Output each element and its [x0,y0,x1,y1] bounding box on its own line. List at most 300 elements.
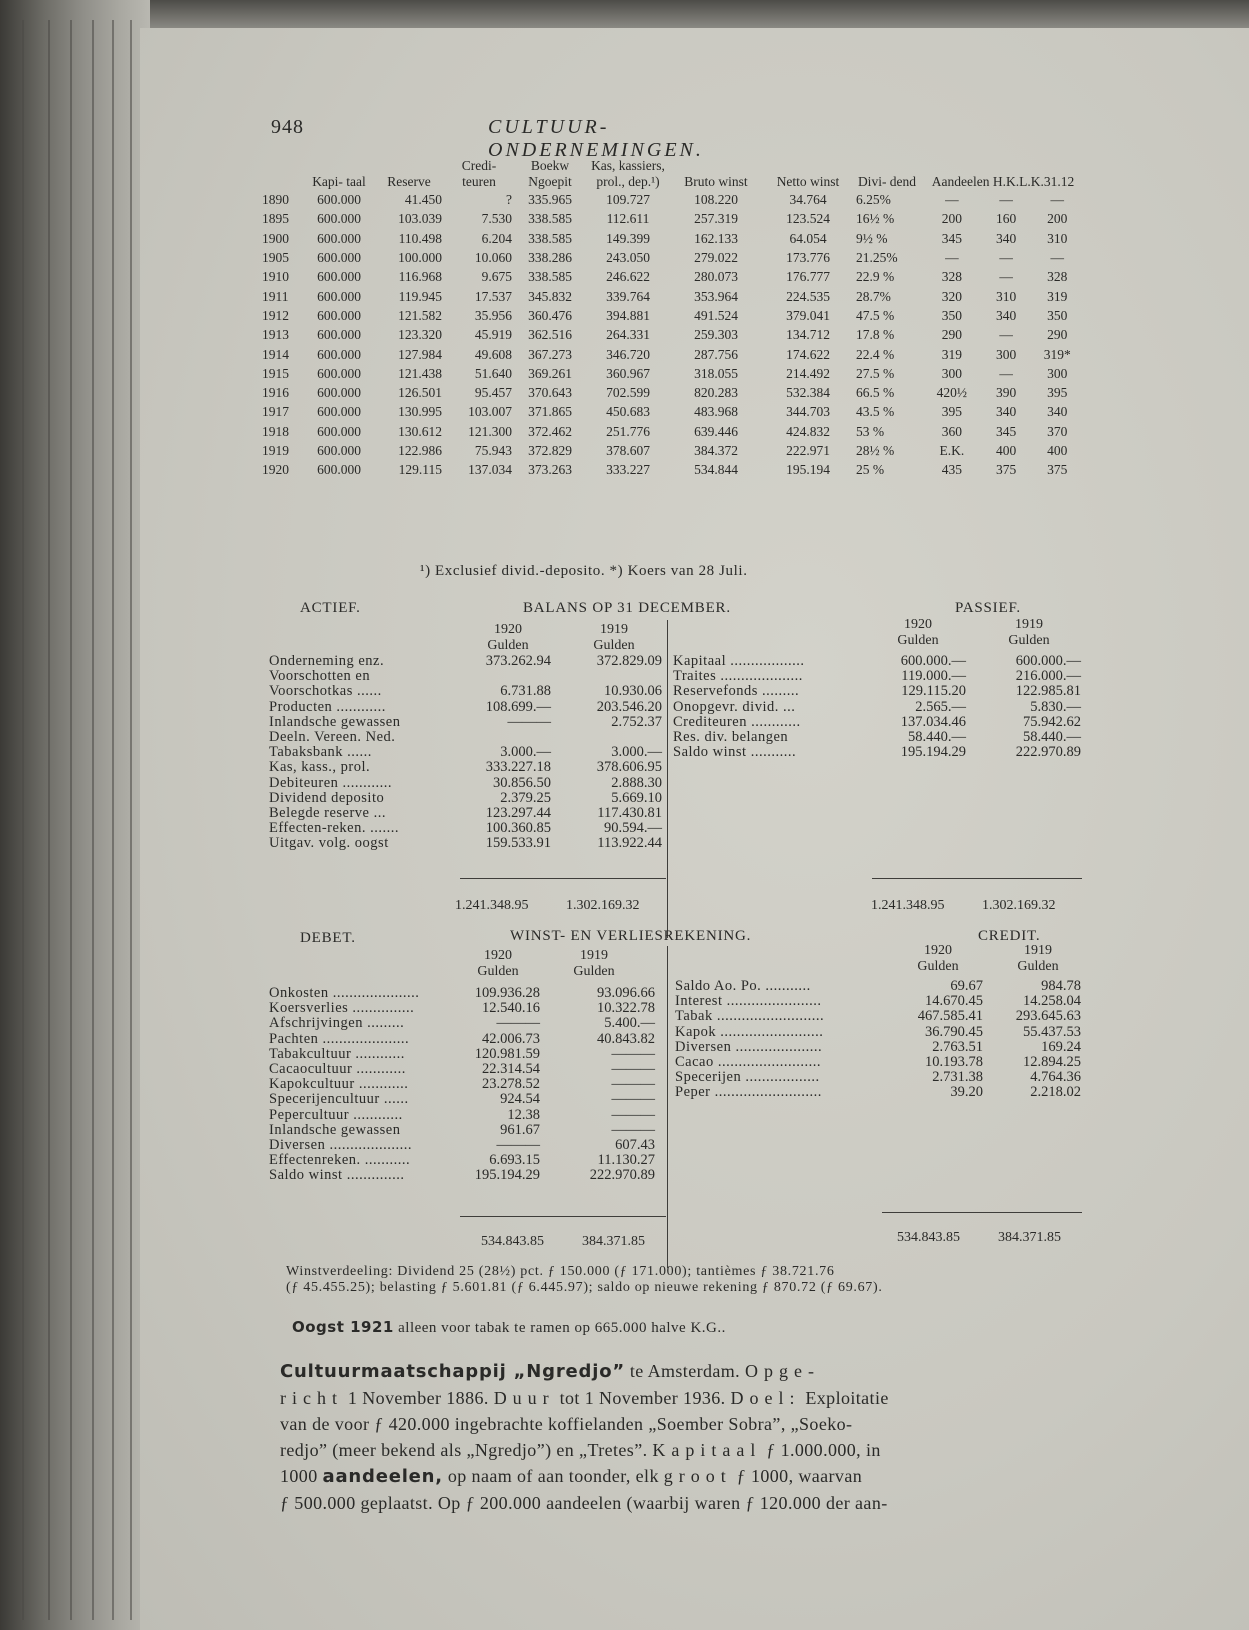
list-item [673,745,1083,760]
table-cell: 100.000 [398,250,442,266]
actief-list [269,654,664,851]
table-cell: 103.007 [468,404,512,420]
table-cell: 310 [995,288,1017,304]
item-value-1920: 137.034.46 [900,713,966,730]
table-cell: 43.5 % [856,404,895,420]
item-value-1920: 10.193.78 [925,1053,983,1070]
table-cell: 367.273 [528,346,572,362]
table-cell: 639.446 [694,423,738,439]
table-cell: 338.585 [528,211,572,227]
list-item [269,1108,664,1123]
unit-label: Gulden [917,959,959,974]
company-entry [280,1358,1100,1516]
table-cell: 116.968 [398,269,442,285]
table-cell: 95.457 [474,385,512,401]
table-cell: 328 [941,269,962,285]
list-item [269,1077,664,1092]
item-value-1920: ——— [507,713,551,730]
table-cell: 600.000 [317,192,361,208]
table-cell: ? [506,192,512,208]
table-cell: 214.492 [786,365,830,381]
item-value-1919: 5.830.— [1030,698,1081,715]
item-value-1919: 222.970.89 [1015,744,1081,761]
item-value-1920: 2.379.25 [500,789,551,806]
table-row [260,248,1086,267]
item-value-1919: ——— [611,1121,655,1138]
item-value-1920: 6.693.15 [489,1152,540,1169]
item-label: Saldo Ao. Po. ........... [675,978,811,994]
list-item [269,760,664,775]
table-cell: 600.000 [317,211,361,227]
table-cell: 360.476 [528,307,572,323]
item-value-1920: 195.194.29 [900,744,966,761]
table-cell: 320 [941,288,962,304]
item-label: Kapokcultuur ............ [269,1076,409,1093]
table-cell: — [999,192,1013,208]
item-value-1920: 924.54 [500,1091,540,1108]
entry-text: tot 1 November 1936. [554,1388,731,1408]
item-value-1920: 22.314.54 [482,1060,540,1077]
table-cell: 7.530 [481,211,512,227]
table-cell: 390 [995,385,1017,401]
table-row [260,306,1086,325]
entry-line [280,1437,1100,1463]
item-label: Saldo winst ........... [673,744,797,761]
entry-keyword: Duur [493,1388,555,1408]
table-cell: 395 [941,404,962,420]
list-item [269,1062,664,1077]
item-value-1919: 216.000.— [1015,668,1081,685]
winstverdeeling-line-1: Winstverdeeling: Dividend 25 (28½) pct. ƒ 150.000 (ƒ 171.000); tantièmes ƒ 38.721.76 [286,1264,835,1279]
list-item [269,1092,664,1107]
table-row [260,383,1086,402]
table-cell: 21.25% [856,250,898,266]
results-table [260,158,1086,479]
list-item [269,986,664,1001]
list-item [269,1047,664,1062]
table-cell: 600.000 [317,307,361,323]
passief-total-1920: 1.241.348.95 [871,898,945,913]
table-row [260,267,1086,286]
table-cell: 340 [1047,404,1068,420]
item-label: Peper .......................... [675,1084,822,1101]
entry-text: op naam of aan toonder, elk [442,1466,664,1486]
year-label: 1919 [1024,943,1052,958]
list-item [269,791,664,806]
item-value-1919: 600.000.— [1015,653,1081,669]
table-cell: 259.303 [694,327,738,343]
table-cell: — [945,192,959,208]
item-value-1920: 36.790.45 [925,1023,983,1040]
item-value-1919: 14.258.04 [1023,993,1081,1010]
list-item [673,715,1083,730]
table-cell: 424.832 [786,423,830,439]
table-cell: 600.000 [317,365,361,381]
table-cell: 534.844 [694,462,738,478]
credit-list [675,979,1085,1101]
item-value-1920: 159.533.91 [485,835,551,852]
item-label: Koersverlies ............... [269,1000,415,1017]
year-label: 1920 [924,943,952,958]
table-cell: 360 [941,423,962,439]
oogst-label: Oogst 1921 [292,1318,394,1336]
table-cell: 600.000 [317,288,361,304]
table-cell: 51.640 [474,365,512,381]
table-cell: 109.727 [606,192,650,208]
item-label: Traites .................... [673,668,803,685]
table-cell: 340 [995,307,1017,323]
page-number: 948 [271,116,304,138]
wv-divider [667,946,668,1268]
table-cell: 119.945 [398,288,442,304]
item-value-1920: 12.38 [507,1106,540,1123]
item-value-1919: 5.400.— [604,1015,655,1032]
table-cell: 532.384 [786,385,830,401]
item-value-1919: 378.606.95 [596,759,662,776]
item-label: Inlandsche gewassen [269,1121,401,1138]
item-value-1919: 222.970.89 [589,1167,655,1184]
table-cell: 300 [995,346,1017,362]
table-row [260,441,1086,460]
item-label: Belegde reserve ... [269,804,386,821]
col-header-kapitaal: Kapi- taal [312,174,366,189]
table-row [260,460,1086,479]
item-value-1919: ——— [611,1091,655,1108]
col-header-bruto-winst: Bruto winst [684,174,748,189]
item-label: Dividend deposito [269,789,385,806]
table-cell: 1900 [262,230,289,246]
table-cell: 134.712 [786,327,830,343]
balans-left-total-rule [460,878,666,879]
table-cell: 375 [1047,462,1068,478]
table-cell: 1890 [262,192,289,208]
table-cell: 10.060 [474,250,512,266]
list-item [675,1070,1085,1085]
page-edge-line [48,20,50,1620]
item-label: Diversen ..................... [675,1038,823,1055]
oogst-note [292,1318,726,1337]
item-label: Specerijen .................. [675,1069,820,1086]
table-cell: 66.5 % [856,385,895,401]
item-value-1920: 2.763.51 [932,1038,983,1055]
item-label: Specerijencultuur ...... [269,1091,409,1108]
list-item [269,1016,664,1031]
table-cell: 319 [941,346,962,362]
col-header-kas: Kas, kassiers, prol., dep.¹) [591,158,665,189]
list-item [269,1123,664,1138]
item-label: Uitgav. volg. oogst [269,835,389,852]
credit-total-1920: 534.843.85 [897,1230,960,1245]
table-cell: 1915 [262,365,289,381]
table-cell: 1910 [262,269,289,285]
table-cell: — [999,269,1013,285]
item-label: Pepercultuur ............ [269,1106,403,1123]
item-value-1920: ——— [496,1015,540,1032]
table-cell: 160 [995,211,1017,227]
book-spine [0,0,150,1630]
entry-keyword: Kapitaal [652,1440,762,1460]
item-label: Onderneming enz. [269,653,385,669]
item-value-1920: 123.297.44 [485,804,551,821]
table-cell: 372.462 [528,423,572,439]
results-table-header [260,158,1086,190]
table-cell: 17.537 [474,288,512,304]
list-item [673,669,1083,684]
wv-left-col1-head [458,948,538,980]
table-cell: 345 [941,230,962,246]
table-cell: 420½ [936,385,968,401]
table-cell: 287.756 [694,346,738,362]
table-cell: 600.000 [317,462,361,478]
table-cell: 318.055 [694,365,738,381]
table-cell: 820.283 [694,385,738,401]
list-item [269,715,664,730]
item-value-1919: 11.130.27 [597,1152,655,1169]
item-value-1920: 30.856.50 [493,774,551,791]
item-value-1919: 113.922.44 [597,835,662,852]
balans-divider [667,620,668,938]
table-cell: 126.501 [398,385,442,401]
table-row [260,209,1086,228]
balans-left-col1-head [468,622,548,654]
table-cell: 378.607 [606,443,650,458]
col-header-reserve: Reserve [387,174,431,189]
table-cell: 174.622 [786,346,830,362]
entry-line [280,1385,1100,1411]
item-value-1919: 117.430.81 [597,804,662,821]
results-table-body [260,190,1086,479]
year-label: 1920 [904,617,932,632]
item-value-1919: 293.645.63 [1015,1008,1081,1025]
table-row [260,364,1086,383]
actief-heading: ACTIEF. [300,600,361,616]
entry-keyword: aandeelen, [322,1466,443,1487]
item-value-1919: 984.78 [1041,978,1081,994]
list-item [269,700,664,715]
table-cell: 600.000 [317,404,361,420]
item-label: Debiteuren ............ [269,774,393,791]
item-value-1920: 109.936.28 [474,985,540,1001]
unit-label: Gulden [487,638,529,653]
table-cell: 222.971 [786,443,830,458]
item-label: Reservefonds ......... [673,683,800,700]
table-cell: 49.608 [474,346,512,362]
actief-total-1919: 1.302.169.32 [566,898,640,913]
list-item [269,1153,664,1168]
table-cell: 28.7% [856,288,891,304]
table-cell: 28½ % [856,443,895,458]
table-cell: 162.133 [694,230,738,246]
page-edge-line [22,20,24,1620]
list-item [269,745,664,760]
item-label: Res. div. belangen [673,728,789,745]
item-value-1919: 5.669.10 [611,789,662,806]
list-item [675,979,1085,994]
table-cell: 362.516 [528,327,572,343]
table-cell: — [1050,250,1065,266]
table-cell: 121.438 [398,365,442,381]
page-edge-line [112,20,114,1620]
balans-right-total-rule [872,878,1082,879]
item-value-1919: 3.000.— [611,744,662,761]
item-label: Cacao ......................... [675,1053,821,1070]
list-item [269,1138,664,1153]
table-cell: 130.995 [398,404,442,420]
table-cell: 290 [941,327,962,343]
item-value-1919: 2.888.30 [611,774,662,791]
scan-top-edge [0,0,1249,28]
col-header-crediteuren: Credi- teuren [461,158,497,189]
table-cell: 264.331 [606,327,650,343]
table-cell: 149.399 [606,230,650,246]
table-cell: 1920 [262,462,289,478]
item-value-1919: 203.546.20 [596,698,662,715]
table-cell: 243.050 [606,250,650,266]
debet-total-1920: 534.843.85 [481,1234,544,1249]
table-cell: 491.524 [694,307,738,323]
table-cell: 25 % [856,462,885,478]
table-cell: 127.984 [398,346,442,362]
table-cell: 1919 [262,443,289,458]
item-label: Kas, kass., prol. [269,759,371,776]
list-item [269,730,664,745]
table-cell: 328 [1047,269,1068,285]
table-cell: 45.919 [474,327,512,343]
item-label: Saldo winst .............. [269,1167,405,1184]
item-label: Voorschotten en [269,668,371,685]
item-value-1920: 961.67 [500,1121,540,1138]
item-value-1920: 195.194.29 [474,1167,540,1184]
table-cell: 130.612 [398,423,442,439]
table-cell: 600.000 [317,423,361,439]
list-item [675,1085,1085,1100]
table-cell: 1914 [262,346,289,362]
item-label: Kapok ......................... [675,1023,824,1040]
item-label: Effectenreken. ........... [269,1152,411,1169]
table-cell: 319 [1047,288,1068,304]
item-label: Diversen .................... [269,1136,412,1153]
table-cell: 110.498 [398,230,442,246]
table-cell: 17.8 % [856,327,895,343]
table-cell: 200 [1047,211,1068,227]
entry-text: 1 November 1886. [343,1388,494,1408]
table-cell: 1895 [262,211,289,227]
entry-keyword: Opge- [744,1361,820,1381]
item-value-1920: 12.540.16 [482,1000,540,1017]
actief-total-1920: 1.241.348.95 [455,898,529,913]
table-cell: 350 [1047,307,1068,323]
item-value-1919: 55.437.53 [1023,1023,1081,1040]
table-cell: 123.524 [786,211,830,227]
winstverdeeling-line-2: (ƒ 45.455.25); belasting ƒ 5.601.81 (ƒ 6.445.97); saldo op nieuwe rekening ƒ 870.72 (ƒ 69.67). [286,1280,883,1295]
col-header-netto-winst: Netto winst [776,174,840,189]
table-cell: 346.720 [606,346,650,362]
item-value-1919: 40.843.82 [597,1030,655,1047]
wv-left-total-rule [460,1216,666,1217]
item-value-1920: 69.67 [950,978,983,994]
list-item [269,806,664,821]
item-value-1920: 58.440.— [908,728,966,745]
table-cell: 6.204 [481,230,512,246]
table-cell: 35.956 [474,307,512,323]
running-title: CULTUUR-ONDERNEMINGEN. [488,116,704,161]
table-cell: 370 [1047,423,1068,439]
table-row [260,190,1086,209]
entry-keyword: Doel: [730,1388,801,1408]
col-header-boekwaarde: Boekw Ngoepit [528,158,572,189]
item-value-1920: 600.000.— [900,653,966,669]
table-cell: 483.968 [694,404,738,420]
table-cell: 34.764 [789,192,827,208]
table-cell: 400 [1047,443,1068,458]
table-cell: 112.611 [606,211,650,227]
year-label: 1919 [600,622,628,637]
table-cell: 224.535 [786,288,830,304]
table-cell: 129.115 [398,462,442,478]
item-value-1919: 93.096.66 [597,985,655,1001]
wv-left-col2-head [554,948,634,980]
entry-line [280,1358,1100,1385]
item-value-1919: 12.894.25 [1023,1053,1081,1070]
oogst-text: alleen voor tabak te ramen op 665.000 halve K.G.. [393,1320,726,1336]
item-label: Voorschotkas ...... [269,683,382,700]
list-item [673,700,1083,715]
table-cell: 121.300 [468,423,512,439]
table-cell: 702.599 [606,385,650,401]
table-cell: 310 [1047,230,1068,246]
list-item [675,1040,1085,1055]
table-cell: 345.832 [528,288,572,304]
table-cell: 371.865 [528,404,572,420]
table-cell: 22.9 % [856,269,895,285]
item-value-1919: 169.24 [1041,1038,1081,1055]
list-item [269,836,664,851]
page-edge-line [130,20,132,1620]
entry-keyword: richt [280,1388,343,1408]
entry-line: ƒ 500.000 geplaatst. Op ƒ 200.000 aandeelen (waarbij waren ƒ 120.000 der aan- [280,1493,888,1513]
item-value-1920: 373.262.94 [485,653,551,669]
item-value-1920: 333.227.18 [485,759,551,776]
table-cell: 300 [1047,365,1068,381]
year-label: 1920 [494,622,522,637]
table-cell: 338.286 [528,250,572,266]
entry-text: te Amsterdam. [625,1361,745,1381]
table-cell: 6.25% [856,192,891,208]
table-cell: 108.220 [694,192,738,208]
table-cell: 173.776 [786,250,830,266]
col-header-aandeelen: Aandeelen H.K.L.K.31.12 [931,174,1075,189]
debet-list [269,986,664,1183]
item-label: Tabakcultuur ............ [269,1045,405,1062]
table-cell: 1913 [262,327,289,343]
table-cell: 123.320 [398,327,442,343]
table-cell: 394.881 [606,307,650,323]
table-cell: 375 [995,462,1017,478]
table-cell: 340 [995,404,1017,420]
item-label: Deeln. Vereen. Ned. [269,728,396,745]
table-cell: 103.039 [398,211,442,227]
document-page [140,28,1249,1630]
list-item [675,1025,1085,1040]
unit-label: Gulden [573,964,615,979]
credit-total-1919: 384.371.85 [998,1230,1061,1245]
item-value-1919: 75.942.62 [1023,713,1081,730]
table-cell: 369.261 [528,365,572,381]
table-row [260,422,1086,441]
item-label: Pachten ..................... [269,1030,410,1047]
item-value-1920: 23.278.52 [482,1076,540,1093]
item-value-1919: 4.764.36 [1030,1069,1081,1086]
